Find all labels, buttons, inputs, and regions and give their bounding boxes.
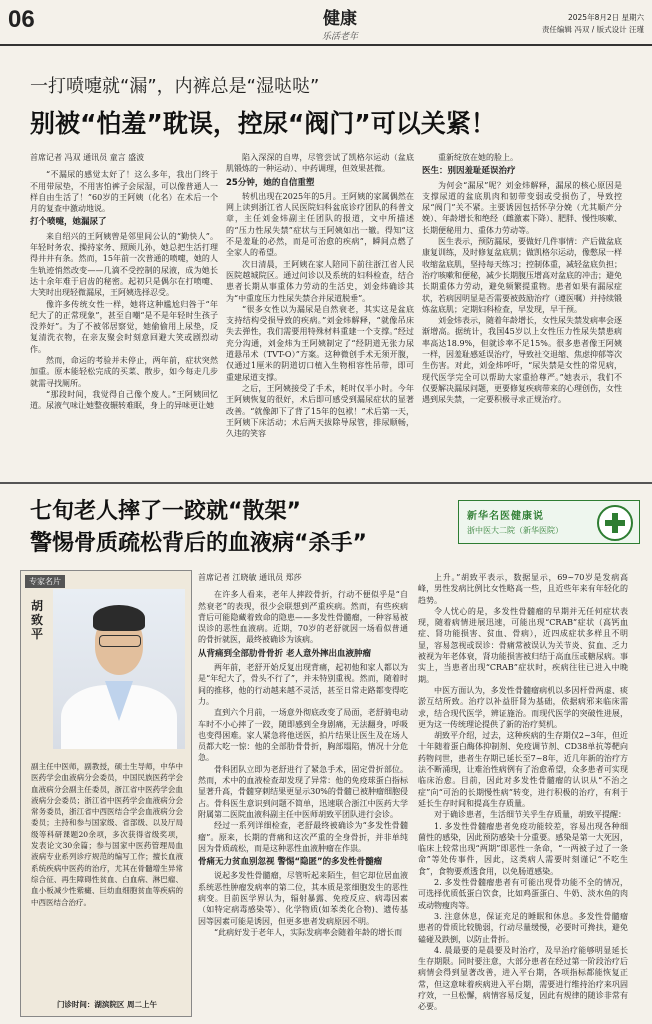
paragraph: 中医方面认为，多发性骨髓瘤病机以多因杆骨两虚、痰淤互结所致。治疗以补益肝肾为基础，依据病邪来临床需求，结合现代医学，辨证施治。而现代医学的突破性进展，更为这一传统理论提供了新的治疗契机。: [418, 685, 628, 729]
article1-title: 别被“怕羞”耽误，控尿“阀门”可以关紧！: [30, 109, 496, 138]
paragraph: 刘金炜表示，随着年龄增长，女性尿失禁发病率会逐渐增高。据统计，我国45岁以上女性压力性尿失禁患病率高达18.9%，但就诊率不足15%。很多患者像王阿姨一样，因羞耻感延误治疗，导致社交退缩、焦虑抑郁等次生伤害。对此，刘金炜呼吁，“尿失禁是女性的常见病，现代医学完全可以帮助大家重拾尊严。”她表示，我们不仅要解决漏尿问题，更要修复疾病带来的心理创伤，女性遇到尿失禁，一定要积极寻求正规治疗。: [422, 316, 622, 405]
editor-line: 责任编辑 冯双 / 版式设计 汪瑾: [541, 25, 644, 34]
paragraph: 陷入深深的自卑，尽管尝试了凯格尔运动（盆底肌锻炼的一种运动）、中药调理，但效果甚微。: [226, 153, 414, 174]
article1-byline: 首席记者 冯双 通讯员 童言 盛波: [30, 153, 145, 162]
header-meta: [542, 12, 644, 36]
subheading: 打个喷嚏，她漏尿了: [30, 217, 107, 228]
paragraph: 为何会“漏尿”呢？刘金炜解释，漏尿的核心原因是支撑尿道的盆底肌肉和韧带变弱或受损伤了，导致控尿“阀门”关不紧。主要诱因包括怀孕分娩（尤其顺产分娩）、年龄增长和绝经（雌激素下降）、肥胖、慢性咳嗽、长期便秘用力、重体力劳动等。: [422, 180, 622, 235]
paragraph: “那段时间，我觉得自己像个废人。”王阿姨回忆道。尿液气味让她整夜辗转难眠，身上的异味更让她: [30, 389, 218, 411]
paragraph: 然而，命运的考验并未停止，两年前，症状突然加重。原本能轻松完成的买菜、散步，如今每走几步就需寻找厕所。: [30, 356, 218, 388]
paragraph: 转机出现在2025年的5月。王阿姨的家属偶然在网上读到浙江省人民医院妇科盆底诊疗团队的科普文章，主任刘金炜副主任团队的报道，文中所描述的“压力性尿失禁”症状与王阿姨如出一辙。得知“这不是羞耻的必然，而是可治愈的疾病”，瞬间点燃了全家人的希望。: [226, 191, 414, 258]
badge-hospital: 浙中医大二院（新华医院）: [467, 526, 563, 535]
badge-title: 新华名医健康说: [467, 511, 544, 522]
paragraph: 对于确诊患者，生活细节关乎生存质量，胡致平提醒：: [434, 810, 626, 820]
paragraph: 1. 多发性骨髓瘤患者免疫功能较差，容易出现各种细菌性的感染，因此预防感染十分重要。感染是第一大死因，临床上较常出现“两期”即恶性一条命，“一两被子过了一条命”等处传事件，因此，这类病人需要时刻谨记“不吃生食”，食物要煮透食用，以免肠道感染。: [418, 821, 628, 876]
article2-byline: 首席记者 江晓敏 通讯员 郑莎: [198, 573, 302, 582]
subheading: 从背痛到全部肋骨骨折 老人意外摔出血液肿瘤: [198, 648, 371, 659]
paragraph: 令人忧心的是，多发性骨髓瘤的早期并无任何症状表现，随着病情进展迅速，可能出现“CRAB”症状（高钙血症、肾功能损害、贫血、骨病），近四成症状多样且不明显，容易忽视或误诊：骨痛常被误认为关节炎、贫血、乏力被视为年老体衰，肾功能损害被归结于高血压或糖尿病。事实上，当患者出现“CRAB”症状时，疾病往往已进入中晚期。: [418, 606, 628, 684]
section-divider: [0, 482, 652, 484]
paragraph: 重新绽放在她的脸上。: [438, 153, 518, 162]
paragraph: 两年前，老舒开始反复出现背痛，起初他和家人都以为是“年纪大了，骨头不行了”，并未特别重视。然而，随着时间的推移，他的行动越来越不灵活，甚至日常走路都变得吃力。: [198, 663, 408, 706]
paragraph: 在许多人看来，老年人摔跤骨折，行动不便似乎是“自然衰老”的表现，很少会联想到严重疾病。然而，有些疾病背后可能隐藏着致命的隐患——多发性骨髓瘤，一种容易被误诊的恶性血液病。近期，70岁的老舒就因一场看似普通的骨折就医，最终被确诊为该病。: [198, 590, 408, 645]
paragraph: 医生表示，预防漏尿，要做好几件事情：产后做盆底康复训练，及时修复盆底肌；做凯格尔运动，像憋尿一样收缩盆底肌，坚持每天练习；控制体重，减轻盆底负担；治疗咳嗽和便秘，减少长期腹压增高对盆底的冲击；避免长期重体力劳动，避免频繁提重物。患者如果有漏尿症状，若病因明显是否需要被鼓励治疗（遵医嘱）并持续锻炼盆底肌；定期妇科检查，早发现，早干预。: [422, 237, 622, 314]
paragraph: 胡致平介绍，过去，这种疾病的生存期仅2~3年，但近十年随着蛋白酶体抑制剂、免疫调节剂、CD38单抗等靶向药物问世，患者生存期已延长至7~8年，近几年新的治疗方法不断涌现，让难治性病例有了治愈希望，众多患者可实现临床治愈。目前，因此对多发性骨髓瘤的认识从“不治之症”向“可治的长期慢性病”转变，进行积极的治疗，有利于延长生存时间和提高生存质量。: [418, 731, 628, 808]
page-header: [0, 0, 652, 46]
section-masthead: [300, 4, 380, 42]
section-title: 健康: [323, 9, 357, 29]
paragraph: 经过一系列详细检查，老舒最终被确诊为“多发性骨髓瘤”。原来，长期的背痛和这次严重的全身骨折，并非单纯因为骨质疏松，而是这种恶性血液肿瘤在作祟。: [198, 821, 408, 853]
paragraph: “不漏尿的感觉太好了！这么多年，我出门终于不用带尿垫，不用害怕裤子会尿湿，可以像普通人一样自由生活了！”60岁的王阿姨（化名）在术后一个月的复查中激动地说。: [30, 170, 218, 214]
expert-name: 胡致平: [31, 599, 44, 641]
subheading: 医生：别因羞耻延误治疗: [422, 166, 516, 177]
expert-bio: 副主任中医师，副教授，硕士生导师，中华中医药学会血液病分会委员，中国民族医药学会血液病分会副主任委员，浙江省中医药学会血液病分会委员；浙江省中医药学会血液病分会常务委员，浙江省中西医结合学会血液病分会委员；主持和参与国家级、省部级、以及厅局级等科研课题20余项，多次获得省级奖项，发表论文30余篇；参与国家中医药管理局血液病专业系列诊疗规范的编写工作；擅长血液系统疾病中医药的治疗，尤其在骨髓增生异常综合征、再生障碍性贫血、白血病、淋巴瘤、血小板减少性紫癜、巨幼血细胞贫血等疾病的中西医结合治疗。: [31, 762, 183, 907]
page-number: 06: [8, 6, 35, 33]
article2-col3: [418, 572, 628, 1017]
paragraph: “很多女性以为漏尿是自然衰老，其实这是盆底支持结构受损导致的疾病。”刘金炜解释，“就像吊床失去弹性，我们需要用特殊材料重建一个支撑。”经过充分沟通，刘金炜为王阿姨制定了“经阴道无张力尿道悬吊术（TVT-O）”方案。这种微创手术无须开腹，仅通过1厘米的阴道切口植入生物相容性吊带，即可重建尿道支撑。: [226, 304, 414, 382]
subheading: 骨痛无力贫血别忽视 警惕“隐匿”的多发性骨髓瘤: [198, 857, 383, 868]
expert-card: [20, 570, 192, 1017]
article1-kicker: 一打喷嚏就“漏”，内裤总是“湿哒哒”: [30, 76, 320, 97]
paragraph: 上升。”胡致平表示，数据显示，69~70岁是发病高峰，男性发病比例比女性略高一些，且近些年来有年轻化的趋势。: [418, 573, 628, 605]
paragraph: 骨科团队立即为老舒进行了紧急手术，固定骨折部位。然而，术中的血液检查却发现了异常：他的免疫球蛋白指标显著升高，骨髓穿刺结果更显示30%的骨髓已被肿瘤细胞侵占。骨科医生意识到问题不简单，迅速联合浙江中医药大学附属第二医院血液科副主任中医师胡致平团队进行会诊。: [198, 764, 408, 819]
expert-photo: [53, 589, 185, 749]
article1-col3: [422, 152, 622, 477]
paragraph: 直到六个月前，一场意外彻底改变了局面，老舒骑电动车时不小心摔了一跤，随即感到全身剧痛，无法翻身，呼吸也变得困难。家人紧急将他送医，拍片结果让医生及在场人员都大吃一惊：他的全部肋骨骨折，胸部塌陷，情况十分危急。: [198, 708, 408, 763]
date-line: 2025年8月2日 星期六: [567, 13, 644, 22]
article2-title-line2: 警惕骨质疏松背后的血液病“杀手”: [30, 531, 367, 556]
paragraph: 次日清晨，王阿姨在家人陪同下前往浙江省人民医院越城院区。通过问诊以及系统的妇科检查，结合患者长期从事重体力劳动的生活史，刘金炜确诊其为“中重度压力性尿失禁合并尿道脱垂”。: [226, 259, 414, 303]
article1-col1: [30, 152, 218, 477]
paragraph: 之后，王阿姨接受了手术，耗时仅半小时。今年王阿姨恢复的很好，术后即可感受到漏尿症状的显著改善。“就像卸下了背了15年的包袱！”术后第一天，王阿姨下床活动；术后两天拔除导尿管，排尿顺畅，久违的笑容: [226, 383, 414, 439]
article2-title-line1: 七旬老人摔了一跤就“散架”: [30, 499, 301, 524]
paragraph: 4. 晨最要的是晨要及时治疗，及早治疗能够明显延长生存期限。同时要注意，大部分患者在经过第一阶段治疗后病情会得到显著改善，进入平台期，各项指标都能恢复正常，但这意味着疾病进入平台期，需要进行维持治疗来巩固疗效，一旦松懈，病情容易反复，因此有规律的随诊非常有必要。: [418, 945, 628, 1012]
column-badge: [458, 500, 640, 544]
paragraph: 说起多发性骨髓瘤，尽管听起来陌生，但它却位居血液系统恶性肿瘤发病率的第二位，其本质是浆细胞发生的恶性病变。目前医学界认为，辐射暴露、免疫反应、病毒因素（如特定病毒感染等）、化学物质(如苯类化合物)、遗传基因等因素可能是诱因，但更多患者发病原因不明。: [198, 871, 408, 926]
clinic-hours: 门诊时间：湖滨院区 周二上午: [56, 1000, 158, 1009]
paragraph: 3. 注意休息，保证充足的睡眠和休息。多发性骨髓瘤患者的骨质比较脆弱，行动尽量缓慢，必要时可搀扶，避免磕碰及跌倒，以防止骨折。: [418, 911, 628, 944]
section-subtitle: 乐活老年: [321, 32, 358, 42]
paragraph: “此病好发于老年人，实际发病率会随着年龄的增长而: [214, 927, 403, 937]
article2-col2: [198, 572, 408, 1017]
expert-card-label: 专家名片: [25, 575, 65, 588]
hospital-cross-logo-icon: [597, 505, 633, 541]
paragraph: 像许多传统女性一样，她将这种尴尬归咎于“年纪大了的正常现象”，甚至自嘲“是不是年轻时生孩子没养好”。为了不被邻居察觉，她偷偷用上尿垫，反复清洗衣物，在亲友聚会时刻意回避大笑或剧烈动作。: [30, 299, 218, 354]
paragraph: 2. 多发性骨髓瘤患者有可能出现骨功能不全的情况，可选择优质低蛋白饮食，比如鸡蛋蛋白、牛奶、淡水鱼的肉或动物瘦肉等。: [418, 878, 628, 910]
paragraph: 来自绍兴的王阿姨曾是邻里间公认的“勤快人”。年轻时务农、操持家务、照顾儿孙，她总把生活打理得井井有条。然而，15年前一次普通的喷嚏，她的人生轨迹悄然改变——几滴不受控制的尿液，成为她长达十余年难于启齿的秘密。起初只是偶尔在打喷嚏、大笑时出现轻微漏尿，王阿姨选择忍受。: [30, 231, 218, 298]
subheading: 25分钟，她的自信重塑: [226, 177, 315, 188]
article1-col2: [226, 152, 414, 477]
